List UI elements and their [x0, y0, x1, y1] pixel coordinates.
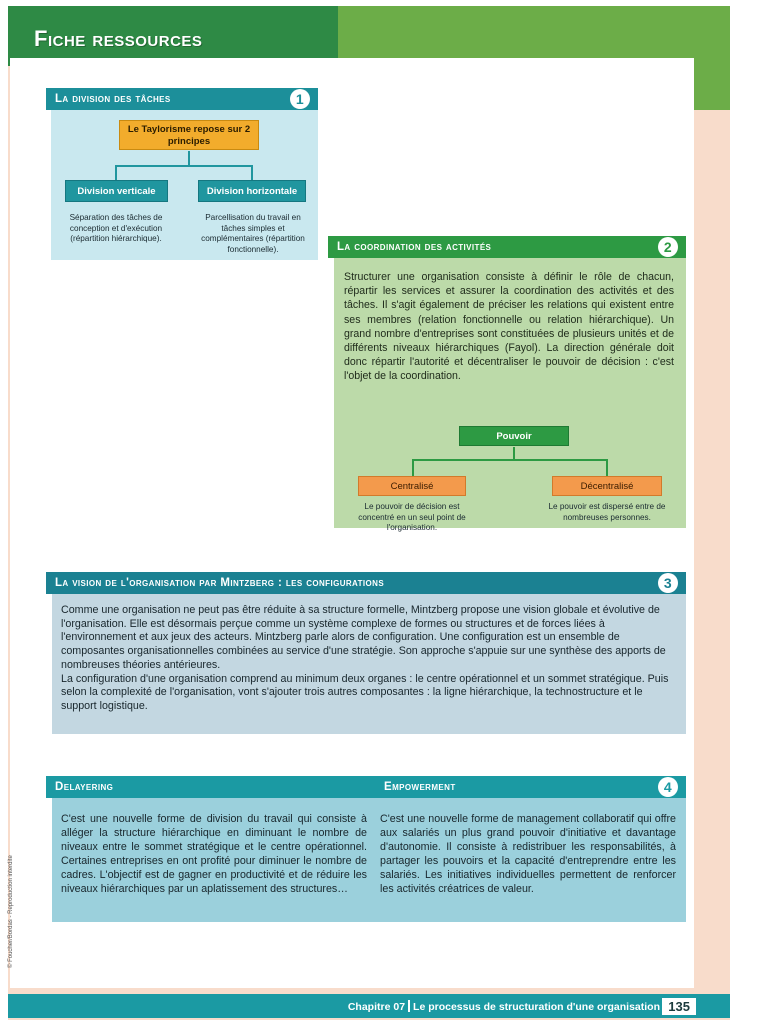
- header-side-strip: [694, 58, 730, 110]
- section-number-badge: 1: [290, 89, 310, 109]
- page-footer: [8, 994, 730, 1018]
- footer-separator: [408, 1000, 410, 1012]
- taylorisme-box: Le Taylorisme repose sur 2 principes: [119, 120, 259, 150]
- section-heading: [46, 88, 318, 110]
- division-verticale-box: Division verticale: [65, 180, 168, 202]
- connector-line: [115, 165, 117, 180]
- section-heading: [328, 236, 686, 258]
- section-division-des-taches: [46, 88, 318, 264]
- section-coordination-des-activites: [328, 236, 686, 532]
- mintzberg-text: Comme une organisation ne peut pas être réduite à sa structure formelle, Mintzberg propose une vision globale et évolutive de l'organisation. Elle est désormais perçue comme un système complexe de formes ou structures et de forces liées à l'environnement et aux jeux des acteurs. Mintzberg parle alors de configuration. Une configuration est un ensemble de composantes organisationnelles combinées au service d'une stratégie. Son approche s'appuie sur une synthèse des apports de nombreuses théories antérieures. La configuration d'une organisation comprend au minimum deux organes : le centre opérationnel et un sommet stratégique. Puis selon la complexité de l'organisation, vont s'ajouter trois autres composantes : la ligne hiérarchique, la technostructure et le support logistique.: [61, 604, 669, 712]
- centralise-box: Centralisé: [358, 476, 466, 496]
- section-title: La division des tâches: [55, 93, 171, 105]
- division-verticale-description: Séparation des tâches de conception et d'exécution (répartition hiérarchique).: [69, 213, 163, 243]
- connector-line: [606, 459, 608, 476]
- delayering-text: C'est une nouvelle forme de division du travail qui consiste à alléger la structure hiérarchique en diminuant le nombre de niveaux entre le sommet stratégique et le centre opérationnel. Certaines entreprises en ont profité pour diminuer le nombre de cadres. L'objectif est de gagner en productivité et de réduire les niveaux hiérarchiques par un aplatissement des structures…: [61, 813, 367, 895]
- coordination-text: Structurer une organisation consiste à définir le rôle de chacun, répartir les services et assurer la coordination des activités et des tâches. Il s'agit également de préciser les relations qui existent entre ses membres (relation fonctionnelle ou relation hiérarchique). Un grand nombre d'entreprises sont constituées de plusieurs unités et de différents niveaux hiérarchiques (Fayol). La direction générale doit donc répartir l'autorité et décentraliser le pouvoir de décision : c'est l'objet de la coordination.: [344, 271, 674, 383]
- connector-line: [412, 459, 608, 461]
- centralise-description: Le pouvoir de décision est concentré en un seul point de l'organisation.: [358, 502, 466, 532]
- section-body: [334, 258, 686, 532]
- page-title: Fiche ressources: [34, 26, 203, 51]
- section-title: La coordination des activités: [337, 241, 492, 253]
- division-horizontale-box: Division horizontale: [198, 180, 306, 202]
- connector-line: [513, 447, 515, 459]
- connector-line: [115, 165, 253, 167]
- section-mintzberg: [46, 572, 686, 740]
- footer-chapter: [348, 1000, 660, 1013]
- division-horizontale-description: Parcellisation du travail en tâches simples et complémentaires (répartition fonctionnelle).: [201, 213, 305, 254]
- copyright-notice: ©: [8, 963, 14, 968]
- section-body: [51, 110, 318, 260]
- section-delayering-empowerment: [46, 776, 686, 926]
- chapter-label: Chapitre 07: [347, 1001, 406, 1013]
- section-heading: [46, 572, 686, 594]
- chapter-title: Le processus de structuration d'une organisation: [413, 1001, 660, 1013]
- delayering-title: Delayering: [55, 781, 114, 793]
- section-body: [52, 594, 686, 734]
- decentralise-box: Décentralisé: [552, 476, 662, 496]
- section-number-badge: 2: [658, 237, 678, 257]
- section-number-badge: 4: [658, 777, 678, 797]
- connector-line: [412, 459, 414, 476]
- decentralise-description: Le pouvoir est dispersé entre de nombreuses personnes.: [548, 502, 666, 522]
- empowerment-title: Empowerment: [384, 781, 456, 793]
- connector-line: [188, 151, 190, 165]
- empowerment-text: C'est une nouvelle forme de management collaboratif qui offre aux salariés un plus grand pouvoir d'initiative et davantage d'autonomie. Il consiste à redistribuer les responsabilités, à partager les pouvoirs et la capacité d'entreprendre entre les salariés. Les initiatives individuelles permettent de renforcer les activités créatrices de valeur.: [380, 813, 676, 895]
- section-heading: [46, 776, 686, 798]
- section-body: [52, 798, 686, 922]
- section-title: La vision de l'organisation par Mintzberg : les configurations: [55, 577, 385, 589]
- pouvoir-box: Pouvoir: [459, 426, 569, 446]
- section-number-badge: 3: [658, 573, 678, 593]
- connector-line: [251, 165, 253, 180]
- page-number: 135: [662, 998, 696, 1015]
